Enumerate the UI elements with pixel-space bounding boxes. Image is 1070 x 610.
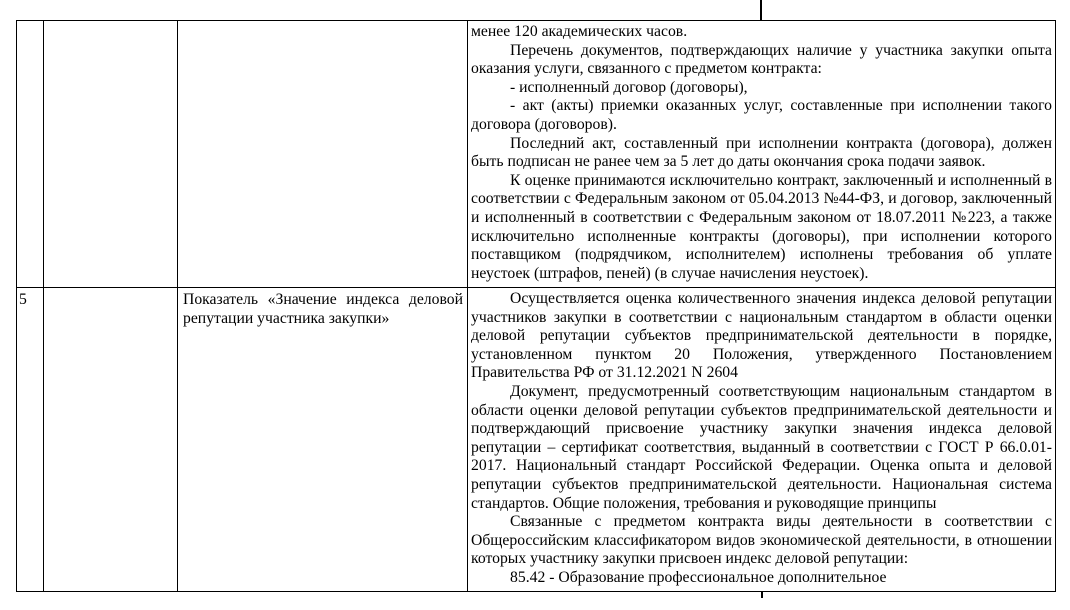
criterion-cell [44, 21, 178, 288]
table-continuation-mark-top [760, 0, 762, 20]
paragraph: Последний акт, составленный при исполнении контракта (договора), должен быть подписан не ранее чем за 5 лет до даты окончания срока подачи заявок. [471, 134, 1052, 171]
indicator-cell [178, 288, 468, 591]
description-cell [468, 288, 1055, 591]
table-continuation-mark-bottom [761, 592, 763, 598]
row-number-cell: 5 [17, 288, 44, 591]
indicator-text: Показатель «Значение индекса деловой репутации участника закупки» [183, 291, 463, 327]
paragraph: Связанные с предметом контракта виды деятельности в соответствии с Общероссийским классификатором видов экономической деятельности, в отношении которых участнику закупки присвоен индекс деловой репутации: [471, 513, 1052, 568]
row-number-cell [17, 21, 44, 288]
paragraph: - исполненный договор (договоры), [510, 78, 748, 96]
paragraph: - акт (акты) приемки оказанных услуг, составленные при исполнении такого договора (договоров). [471, 97, 1052, 133]
criterion-cell [44, 288, 178, 591]
description-cell [468, 21, 1055, 288]
paragraph: К оценке принимаются исключительно контракт, заключенный и исполненный в соответствии с Федеральным законом от 05.04.2013 №44-ФЗ, и договор, заключенный и исполненный в соответствии с Федеральным законом от 18.07.2011 №223, а также исключительно исполненные контракты (договоры), при исполнении которого поставщиком (подрядчиком, исполнителем) исполнены требования об уплате неустоек (штрафов, пеней) (в случае начисления неустоек). [471, 171, 1052, 282]
evaluation-criteria-table [16, 20, 1056, 592]
paragraph: 85.42 - Образование профессиональное дополнительное [510, 568, 887, 586]
paragraph: Осуществляется оценка количественного значения индекса деловой репутации участников закупки в соответствии с национальным стандартом в области оценки деловой репутации субъектов предпринимательской деятельности в порядке, установленном пунктом 20 Положения, утвержденного Постановлением Правительства РФ от 31.12.2021 N 2604 [471, 290, 1052, 382]
paragraph: менее 120 академических часов. [471, 23, 688, 40]
paragraph: Документ, предусмотренный соответствующим национальным стандартом в области оценки деловой репутации субъектов предпринимательской деятельности и подтверждающий присвоение участнику закупки значения индекса деловой репутации – сертификат соответствия, выданный в соответствии с ГОСТ Р 66.0.01-2017. Национальный стандарт Российской Федерации. Оценка опыта и деловой репутации субъектов предпринимательской деятельности. Национальная система стандартов. Общие положения, требования и руководящие принципы [471, 382, 1052, 512]
indicator-cell [178, 21, 468, 288]
paragraph: Перечень документов, подтверждающих наличие у участника закупки опыта оказания услуги, связанного с предметом контракта: [471, 41, 1052, 78]
